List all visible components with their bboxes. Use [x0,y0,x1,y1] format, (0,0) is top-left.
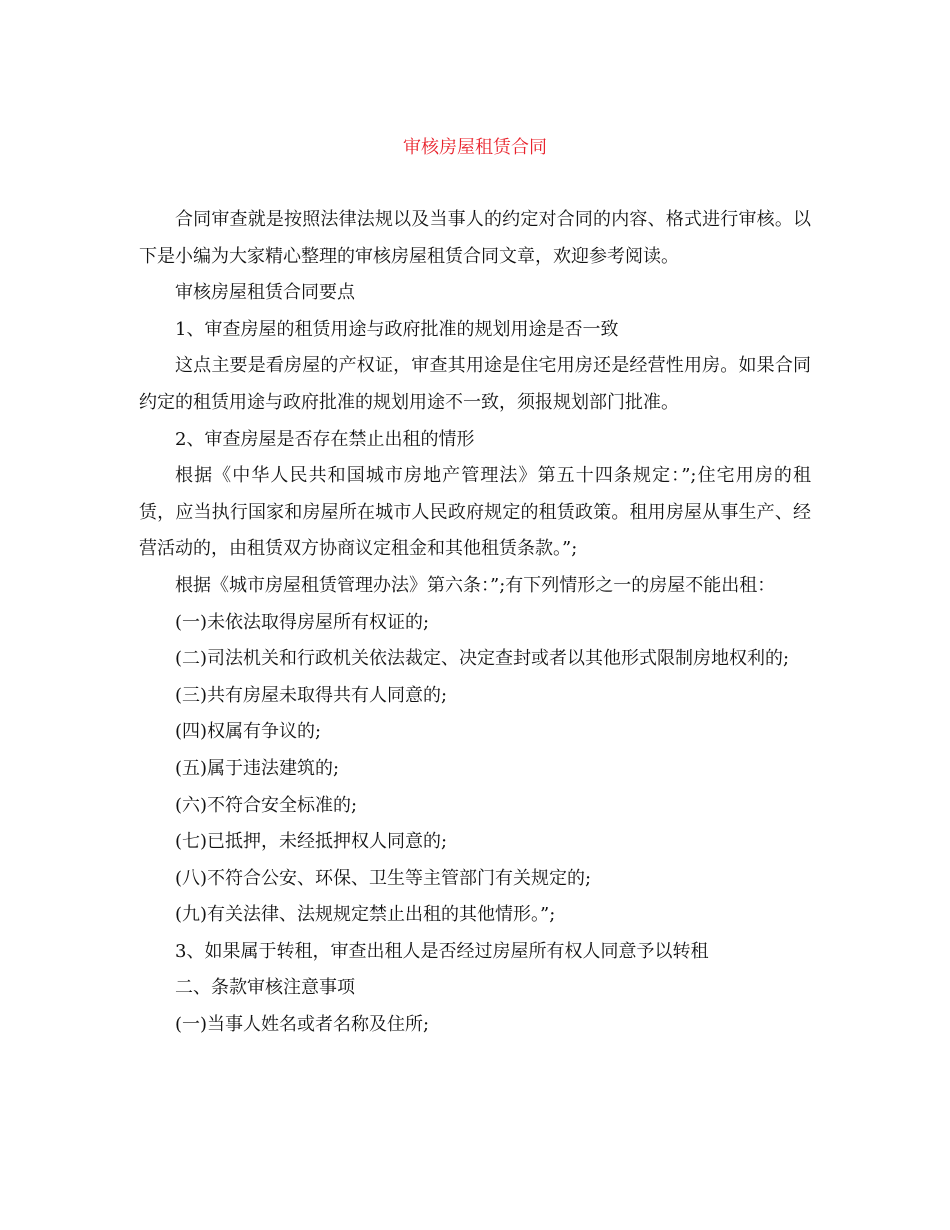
list-item-2: (二)司法机关和行政机关依法裁定、决定查封或者以其他形式限制房地权利的; [175,648,790,670]
heading-point-1: 1、审查房屋的租赁用途与政府批准的规划用途是否一致 [175,318,619,340]
list-item-clause-1: (一)当事人姓名或者名称及住所; [175,1014,430,1036]
heading-key-points: 审核房屋租赁合同要点 [175,282,355,304]
document-body [139,202,811,1044]
document-title: 审核房屋租赁合同 [403,137,547,158]
list-item-8: (八)不符合公安、环保、卫生等主管部门有关规定的; [175,867,592,889]
heading-clause-review: 二、条款审核注意事项 [175,977,355,999]
heading-point-2: 2、审查房屋是否存在禁止出租的情形 [175,428,475,450]
list-item-7: (七)已抵押，未经抵押权人同意的; [175,831,448,853]
list-item-3: (三)共有房屋未取得共有人同意的; [175,684,448,706]
list-item-5: (五)属于违法建筑的; [175,757,340,779]
list-item-6: (六)不符合安全标准的; [175,794,358,816]
heading-point-3: 3、如果属于转租，审查出租人是否经过房屋所有权人同意予以转租 [175,940,709,962]
paragraph-measures-article-6: 根据《城市房屋租赁管理办法》第六条：”;有下列情形之一的房屋不能出租： [175,574,776,596]
paragraph-law-article-54: 根据《中华人民共和国城市房地产管理法》第五十四条规定：”;住宅用房的租赁，应当执行国家和房屋所在城市人民政府规定的租赁政策。租用房屋从事生产、经营活动的，由租赁双方协商议定租金和其他租赁条款。”; [139,465,811,560]
paragraph-point-1: 这点主要是看房屋的产权证，审查其用途是住宅用房还是经营性用房。如果合同约定的租赁用途与政府批准的规划用途不一致，须报规划部门批准。 [139,355,811,413]
list-item-9: (九)有关法律、法规规定禁止出租的其他情形。”; [175,904,556,926]
paragraph-intro: 合同审查就是按照法律法规以及当事人的约定对合同的内容、格式进行审核。以下是小编为大家精心整理的审核房屋租赁合同文章，欢迎参考阅读。 [139,209,811,267]
list-item-1: (一)未依法取得房屋所有权证的; [175,611,430,633]
list-item-4: (四)权属有争议的; [175,721,322,743]
